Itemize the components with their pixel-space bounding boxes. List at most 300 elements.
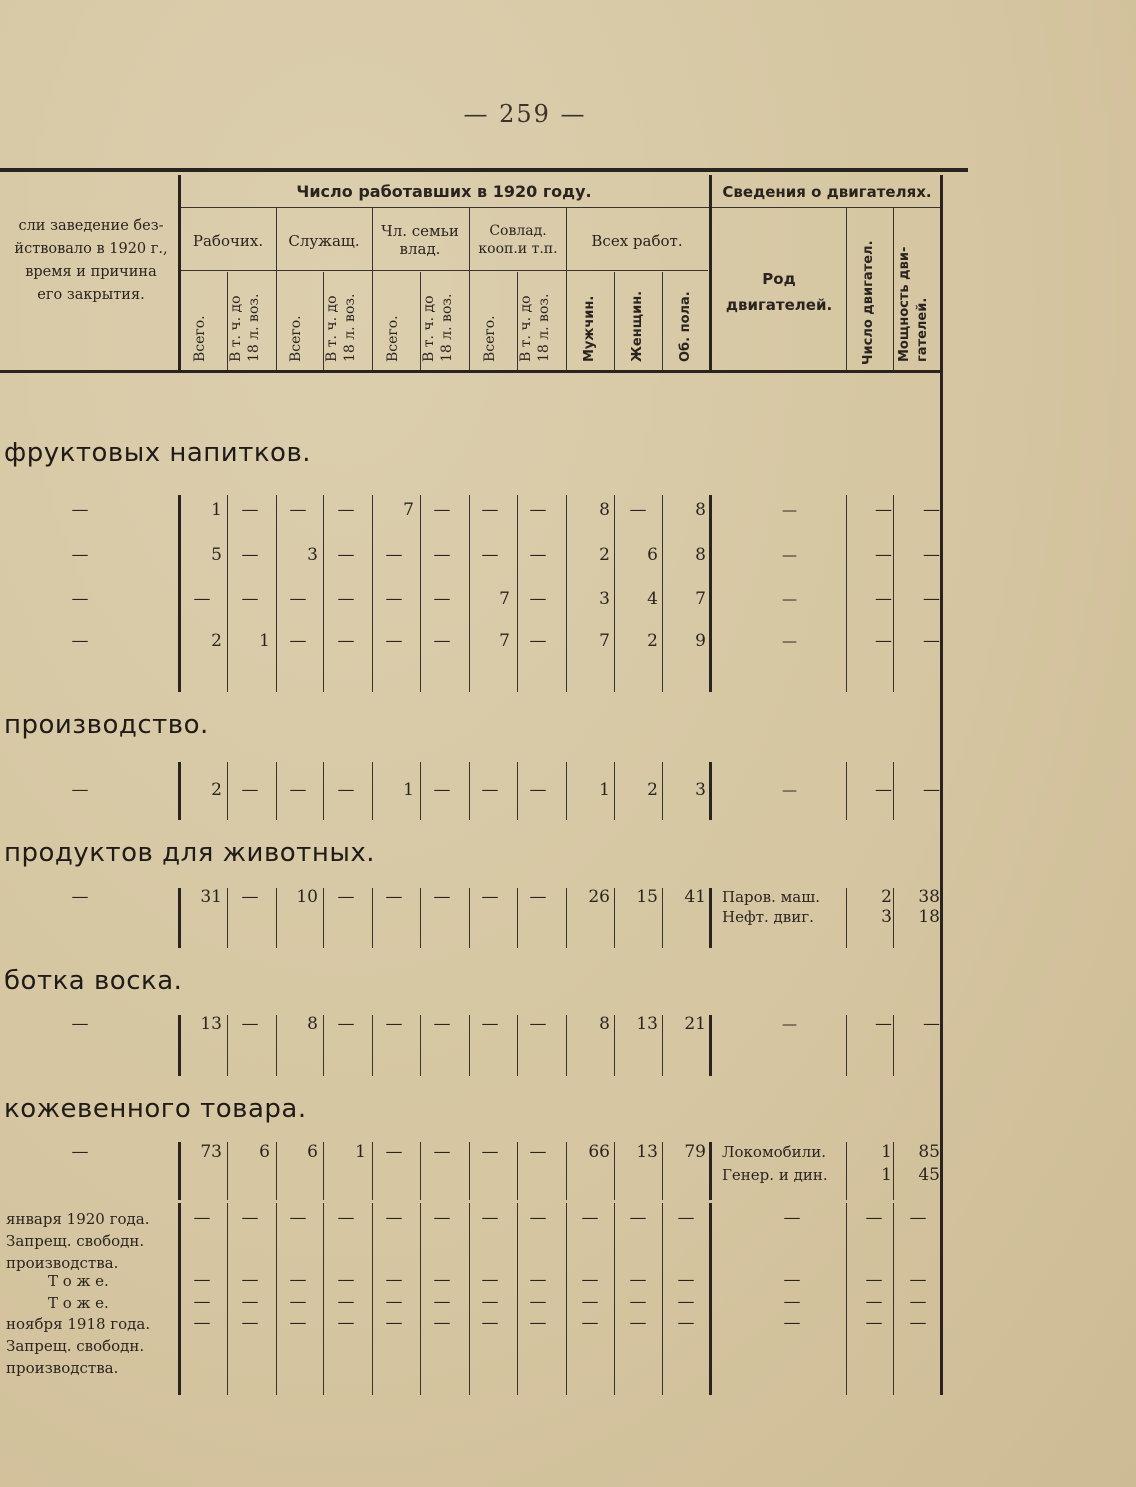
- table-cell: —: [529, 589, 547, 609]
- page-number: — 259 —: [463, 100, 587, 128]
- table-cell: —: [337, 780, 355, 800]
- table-cell: —: [193, 1208, 211, 1228]
- row-stub: —: [71, 631, 89, 651]
- table-cell: —: [481, 1270, 499, 1290]
- vrule: [178, 1203, 181, 1395]
- table-cell: —: [289, 500, 307, 520]
- vrule: [846, 208, 847, 370]
- table-cell: —: [385, 1014, 403, 1034]
- table-cell: —: [193, 589, 211, 609]
- engine-power: —: [923, 780, 940, 800]
- vrule: [893, 762, 894, 820]
- table-cell: —: [433, 589, 451, 609]
- table-cell: —: [289, 631, 307, 651]
- closed-note-line: Запрещ. свободн.: [6, 1337, 145, 1355]
- engine-type: —: [782, 590, 797, 608]
- table-cell: 21: [684, 1014, 706, 1034]
- engine-type: —: [782, 781, 797, 799]
- header-bottom-rule: [0, 370, 940, 373]
- vrule: [276, 1203, 277, 1395]
- col-men: Мужчин.: [582, 295, 597, 362]
- col-under18-workers: В т. ч. до: [228, 295, 244, 362]
- table-cell: —: [433, 1292, 451, 1312]
- engine-type: —: [783, 1208, 801, 1228]
- vrule: [420, 272, 421, 370]
- col-under18-family: В т. ч. до: [421, 295, 437, 362]
- table-cell: —: [481, 1014, 499, 1034]
- row-stub: —: [71, 500, 89, 520]
- table-cell: —: [529, 1313, 547, 1333]
- engine-power: 45: [918, 1165, 940, 1185]
- table-cell: 8: [307, 1014, 318, 1034]
- table-cell: —: [581, 1292, 599, 1312]
- table-cell: —: [529, 545, 547, 565]
- table-cell: 8: [695, 545, 706, 565]
- vrule: [709, 888, 712, 948]
- engine-power: —: [909, 1292, 927, 1312]
- closed-note-line: ноября 1918 года.: [6, 1315, 151, 1333]
- vrule: [276, 1015, 277, 1076]
- engine-type: —: [783, 1313, 801, 1333]
- table-cell: —: [337, 545, 355, 565]
- row-stub: —: [71, 1014, 89, 1034]
- engine-count: —: [865, 1270, 883, 1290]
- vrule: [893, 495, 894, 692]
- table-cell: 7: [403, 500, 414, 520]
- vrule: [662, 1203, 663, 1395]
- table-cell: —: [677, 1313, 695, 1333]
- vrule: [893, 888, 894, 948]
- vrule: [662, 495, 663, 692]
- vrule: [276, 208, 277, 370]
- vrule: [372, 762, 373, 820]
- table-cell: —: [677, 1208, 695, 1228]
- table-cell: —: [337, 500, 355, 520]
- table-cell: —: [337, 1014, 355, 1034]
- table-cell: 2: [599, 545, 610, 565]
- engine-power: —: [923, 1014, 940, 1034]
- section-title: продуктов для животных.: [4, 838, 375, 868]
- vrule: [323, 272, 324, 370]
- vrule: [323, 1203, 324, 1395]
- table-cell: —: [289, 1208, 307, 1228]
- table-cell: 1: [355, 1142, 366, 1162]
- vrule: [372, 1015, 373, 1076]
- group-engines-heading: Сведения о двигателях.: [722, 183, 932, 201]
- group-workers-heading: Число работавших в 1920 году.: [296, 182, 592, 201]
- vrule: [227, 762, 228, 820]
- table-cell: —: [629, 500, 647, 520]
- vrule: [420, 495, 421, 692]
- vrule: [323, 495, 324, 692]
- table-cell: —: [481, 1208, 499, 1228]
- row-stub: —: [71, 780, 89, 800]
- table-cell: —: [529, 500, 547, 520]
- top-rule: [0, 168, 968, 172]
- table-cell: —: [581, 1270, 599, 1290]
- table-cell: 1: [403, 780, 414, 800]
- table-cell: 3: [695, 780, 706, 800]
- vrule: [276, 495, 277, 692]
- table-cell: —: [581, 1208, 599, 1228]
- table-cell: —: [385, 1292, 403, 1312]
- col-total-family: Всего.: [385, 315, 401, 362]
- col-total-coowners: Всего.: [482, 315, 498, 362]
- table-cell: 2: [647, 780, 658, 800]
- vrule: [469, 208, 470, 370]
- vrule: [420, 1203, 421, 1395]
- table-cell: —: [241, 1292, 259, 1312]
- engine-count: —: [865, 1313, 883, 1333]
- sub-employees: Служащ.: [288, 232, 360, 250]
- table-cell: —: [433, 1014, 451, 1034]
- section-title: производство.: [4, 710, 209, 740]
- table-cell: —: [241, 545, 259, 565]
- table-cell: —: [529, 887, 547, 907]
- col-engine-power-b: гателей.: [915, 297, 930, 362]
- table-cell: 1: [599, 780, 610, 800]
- table-cell: —: [481, 545, 499, 565]
- table-cell: —: [337, 589, 355, 609]
- table-cell: —: [385, 631, 403, 651]
- table-cell: —: [385, 1142, 403, 1162]
- vrule: [178, 762, 181, 820]
- vrule: [614, 272, 615, 370]
- table-cell: —: [289, 1270, 307, 1290]
- engine-count: 2: [881, 887, 892, 907]
- table-cell: —: [581, 1313, 599, 1333]
- table-cell: —: [337, 887, 355, 907]
- col-women: Женщин.: [630, 290, 645, 362]
- table-cell: —: [241, 1208, 259, 1228]
- row-stub: —: [71, 1142, 89, 1162]
- vrule: [893, 208, 894, 370]
- table-cell: 79: [684, 1142, 706, 1162]
- table-cell: —: [529, 631, 547, 651]
- engine-power: —: [923, 631, 940, 651]
- table-cell: —: [385, 1313, 403, 1333]
- vrule: [846, 888, 847, 948]
- col-under18-coowners: В т. ч. до: [518, 295, 534, 362]
- closed-note-line: Т о ж е.: [48, 1272, 109, 1290]
- table-cell: —: [241, 1014, 259, 1034]
- table-cell: —: [629, 1292, 647, 1312]
- table-cell: 3: [307, 545, 318, 565]
- vrule: [709, 762, 712, 820]
- table-cell: —: [529, 1014, 547, 1034]
- table-cell: —: [433, 887, 451, 907]
- table-cell: —: [385, 589, 403, 609]
- table-cell: 13: [636, 1014, 658, 1034]
- vrule: [420, 1142, 421, 1200]
- table-cell: —: [337, 1292, 355, 1312]
- engine-count: 1: [881, 1165, 892, 1185]
- section-title: ботка воска.: [4, 966, 183, 996]
- vrule: [662, 272, 663, 370]
- engine-power: —: [909, 1208, 927, 1228]
- table-cell: 31: [200, 887, 222, 907]
- engine-type-heading: Род двигателей.: [725, 270, 833, 314]
- engine-power: 18: [918, 907, 940, 927]
- table-cell: —: [481, 780, 499, 800]
- col-engine-power: Мощность дви-: [897, 246, 912, 362]
- vrule: [709, 495, 712, 692]
- table-cell: —: [481, 1142, 499, 1162]
- table-cell: —: [529, 1270, 547, 1290]
- table-cell: 6: [307, 1142, 318, 1162]
- engine-count: —: [875, 545, 892, 565]
- table-cell: 5: [211, 545, 222, 565]
- table-cell: —: [629, 1208, 647, 1228]
- engine-count: —: [865, 1292, 883, 1312]
- engine-type: Нефт. двиг.: [722, 908, 814, 926]
- engine-power: —: [909, 1270, 927, 1290]
- table-cell: —: [337, 1270, 355, 1290]
- vrule: [662, 1142, 663, 1200]
- vrule: [846, 1203, 847, 1395]
- table-cell: 73: [200, 1142, 222, 1162]
- table-cell: —: [529, 780, 547, 800]
- engine-power: —: [909, 1313, 927, 1333]
- vrule: [276, 888, 277, 948]
- table-cell: —: [337, 1208, 355, 1228]
- table-cell: 15: [636, 887, 658, 907]
- sub-coowners: Совлад. кооп.и т.п.: [478, 223, 558, 257]
- vrule: [372, 208, 373, 370]
- table-cell: 8: [695, 500, 706, 520]
- vrule: [372, 1142, 373, 1200]
- table-cell: —: [529, 1142, 547, 1162]
- col-under18-coowners-b: 18 л. воз.: [536, 293, 552, 362]
- vrule: [662, 1015, 663, 1076]
- table-cell: —: [385, 1208, 403, 1228]
- col-both: Об. пола.: [678, 291, 693, 362]
- vrule: [709, 1203, 712, 1395]
- engine-type: —: [782, 1015, 797, 1033]
- vrule: [846, 1015, 847, 1076]
- vrule: [846, 1142, 847, 1200]
- engine-count: —: [875, 631, 892, 651]
- row-stub: —: [71, 887, 89, 907]
- vrule: [614, 762, 615, 820]
- engine-type: —: [782, 546, 797, 564]
- sub-family: Чл. семьи влад.: [381, 222, 459, 258]
- table-cell: —: [677, 1292, 695, 1312]
- closed-note-line: Запрещ. свободн.: [6, 1232, 145, 1250]
- vrule: [614, 1142, 615, 1200]
- table-cell: —: [289, 1313, 307, 1333]
- vrule: [566, 1142, 567, 1200]
- table-cell: —: [481, 1313, 499, 1333]
- table-cell: 1: [211, 500, 222, 520]
- engine-count: —: [875, 589, 892, 609]
- vrule: [566, 208, 567, 370]
- engine-power: 38: [918, 887, 940, 907]
- col-under18-family-b: 18 л. воз.: [439, 293, 455, 362]
- vrule: [323, 1015, 324, 1076]
- engine-count: 1: [881, 1142, 892, 1162]
- table-cell: —: [241, 887, 259, 907]
- engine-count: —: [875, 500, 892, 520]
- vrule: [614, 1203, 615, 1395]
- vrule: [614, 888, 615, 948]
- col-total-workers: Всего.: [192, 315, 208, 362]
- table-cell: 6: [647, 545, 658, 565]
- vrule: [420, 888, 421, 948]
- engine-power: —: [923, 589, 940, 609]
- table-cell: —: [629, 1313, 647, 1333]
- table-cell: —: [529, 1208, 547, 1228]
- vrule: [323, 1142, 324, 1200]
- vrule: [420, 1015, 421, 1076]
- table-cell: 13: [200, 1014, 222, 1034]
- table-cell: 4: [647, 589, 658, 609]
- vrule: [227, 495, 228, 692]
- vrule: [709, 1142, 712, 1200]
- table-cell: —: [433, 1270, 451, 1290]
- table-cell: 7: [695, 589, 706, 609]
- vrule: [178, 1142, 181, 1200]
- vrule: [614, 495, 615, 692]
- engine-type: Локомобили.: [722, 1143, 826, 1161]
- table-cell: —: [677, 1270, 695, 1290]
- vrule: [227, 272, 228, 370]
- table-cell: —: [241, 1270, 259, 1290]
- engine-count: —: [865, 1208, 883, 1228]
- vrule: [276, 762, 277, 820]
- engine-type: —: [783, 1270, 801, 1290]
- table-cell: —: [241, 780, 259, 800]
- header-stub: сли заведение без- йствовало в 1920 г., время и причина его закрытия.: [14, 218, 168, 303]
- engine-count: —: [875, 780, 892, 800]
- col-total-employees: Всего.: [288, 315, 304, 362]
- table-cell: —: [385, 545, 403, 565]
- table-cell: 8: [599, 500, 610, 520]
- table-cell: —: [241, 500, 259, 520]
- table-cell: 41: [684, 887, 706, 907]
- table-cell: —: [337, 631, 355, 651]
- closed-note-line: производства.: [6, 1254, 119, 1272]
- section-title: фруктовых напитков.: [4, 438, 312, 468]
- vrule: [372, 888, 373, 948]
- engine-type: Генер. и дин.: [722, 1166, 828, 1184]
- col-under18-employees-b: 18 л. воз.: [342, 293, 358, 362]
- table-cell: 66: [588, 1142, 610, 1162]
- table-cell: —: [433, 780, 451, 800]
- table-cell: —: [337, 1313, 355, 1333]
- vrule: [178, 495, 181, 692]
- table-cell: 2: [647, 631, 658, 651]
- vrule: [940, 175, 943, 1395]
- table-cell: —: [289, 780, 307, 800]
- vrule: [178, 1015, 181, 1076]
- table-cell: —: [289, 1292, 307, 1312]
- table-cell: 2: [211, 631, 222, 651]
- table-cell: —: [433, 1208, 451, 1228]
- sub-rule: [180, 270, 708, 271]
- table-cell: 7: [599, 631, 610, 651]
- engine-type: —: [782, 632, 797, 650]
- vrule: [566, 1203, 567, 1395]
- vrule: [517, 272, 518, 370]
- sub-workers: Рабочих.: [192, 232, 264, 250]
- vrule: [227, 1203, 228, 1395]
- table-cell: —: [241, 1313, 259, 1333]
- engine-type: —: [782, 501, 797, 519]
- vrule: [566, 762, 567, 820]
- closed-note-line: января 1920 года.: [6, 1210, 150, 1228]
- table-cell: —: [241, 589, 259, 609]
- vrule: [893, 1142, 894, 1200]
- table-cell: —: [193, 1292, 211, 1312]
- vrule: [709, 175, 712, 371]
- engine-power: —: [923, 500, 940, 520]
- vrule: [846, 495, 847, 692]
- table-cell: —: [481, 887, 499, 907]
- engine-type: Паров. маш.: [722, 888, 820, 906]
- vrule: [662, 762, 663, 820]
- table-cell: 7: [499, 631, 510, 651]
- vrule: [227, 1142, 228, 1200]
- table-cell: —: [289, 589, 307, 609]
- table-cell: —: [629, 1270, 647, 1290]
- vrule: [178, 175, 181, 371]
- engine-count: —: [875, 1014, 892, 1034]
- row-stub: —: [71, 545, 89, 565]
- engine-power: 85: [918, 1142, 940, 1162]
- table-cell: —: [193, 1270, 211, 1290]
- table-cell: —: [481, 500, 499, 520]
- table-cell: —: [385, 887, 403, 907]
- vrule: [566, 495, 567, 692]
- table-cell: —: [193, 1313, 211, 1333]
- table-cell: —: [433, 1142, 451, 1162]
- table-cell: 26: [588, 887, 610, 907]
- vrule: [178, 888, 181, 948]
- engine-power: —: [923, 545, 940, 565]
- table-cell: 13: [636, 1142, 658, 1162]
- vrule: [276, 1142, 277, 1200]
- closed-note-line: Т о ж е.: [48, 1294, 109, 1312]
- closed-note-line: производства.: [6, 1359, 119, 1377]
- table-cell: —: [433, 545, 451, 565]
- table-cell: 9: [695, 631, 706, 651]
- table-cell: 3: [599, 589, 610, 609]
- engine-count: 3: [881, 907, 892, 927]
- section-title: кожевенного товара.: [4, 1094, 307, 1124]
- vrule: [227, 888, 228, 948]
- vrule: [372, 1203, 373, 1395]
- vrule: [323, 762, 324, 820]
- table-cell: —: [481, 1292, 499, 1312]
- table-cell: 1: [259, 631, 270, 651]
- col-engine-count: Число двигател.: [861, 240, 876, 365]
- table-cell: 6: [259, 1142, 270, 1162]
- vrule: [420, 762, 421, 820]
- vrule: [566, 1015, 567, 1076]
- vrule: [323, 888, 324, 948]
- table-cell: —: [385, 1270, 403, 1290]
- table-cell: 2: [211, 780, 222, 800]
- sub-all: Всех работ.: [591, 232, 683, 250]
- vrule: [614, 1015, 615, 1076]
- table-cell: 8: [599, 1014, 610, 1034]
- group-rule: [180, 207, 942, 208]
- table-cell: 10: [296, 887, 318, 907]
- row-stub: —: [71, 589, 89, 609]
- table-cell: 7: [499, 589, 510, 609]
- vrule: [846, 762, 847, 820]
